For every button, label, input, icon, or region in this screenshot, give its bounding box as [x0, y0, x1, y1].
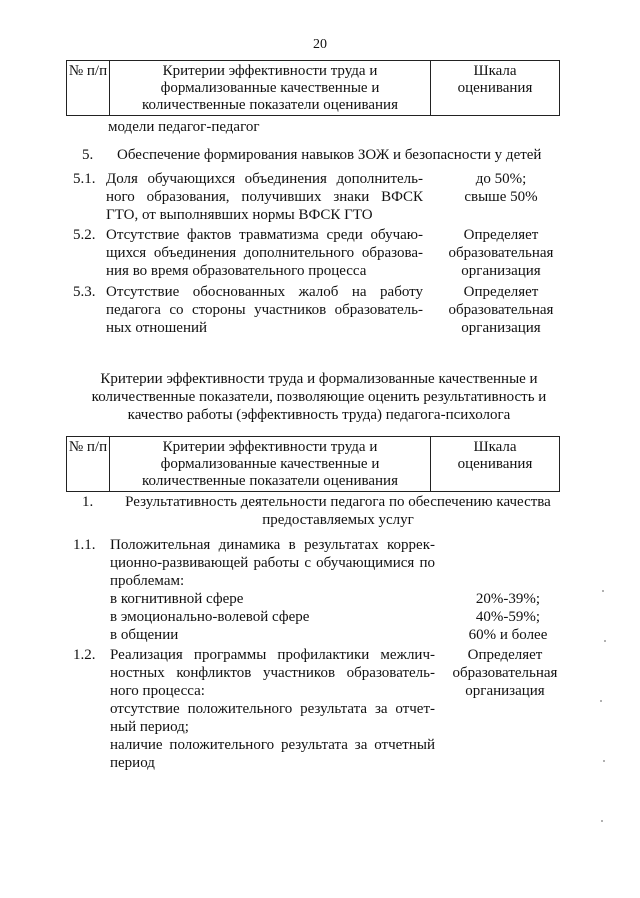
- table-header-1: [66, 60, 560, 116]
- scan-speck: [603, 760, 605, 762]
- scan-speck: [602, 590, 604, 592]
- header-scale: Шкала оценивания: [431, 61, 560, 116]
- table-header-2: [66, 436, 560, 492]
- item-1-2-num: 1.2.: [73, 647, 96, 663]
- header-2-scale: Шкала оценивания: [431, 437, 560, 492]
- item-5-2-scale: Определяет образовательная организация: [448, 227, 554, 279]
- item-5-3-num: 5.3.: [73, 284, 96, 300]
- item-5-2-text: Отсутствие фактов травматизма среди обучаю-щихся объединения дополнительного образова-ния во время образовательного процесса: [106, 227, 423, 279]
- item-5-2-num: 5.2.: [73, 227, 96, 243]
- item-1-1-scale-1: 20%-39%;: [475, 591, 541, 607]
- header-2-num: № п/п: [67, 437, 110, 492]
- item-1-2-sub-1: отсутствие положительного результата за отчет-ный период;: [110, 701, 435, 735]
- scan-speck: [601, 820, 603, 822]
- item-1-1-sub-1: в когнитивной сфере: [110, 591, 244, 607]
- item-5-1-num: 5.1.: [73, 171, 96, 187]
- section-2-heading: Критерии эффективности труда и формализованные качественные и количественные показатели, позволяющие оценить результативность и качество работы (эффективность труда) педагога-психолога: [91, 371, 547, 423]
- item-5-3-text: Отсутствие обоснованных жалоб на работу педагога со стороны участников образователь-ных отношений: [106, 284, 423, 336]
- item-1-2-text: Реализация программы профилактики межлич-ностных конфликтов участников образователь-ного процесса:: [110, 647, 435, 699]
- item-1-1-num: 1.1.: [73, 537, 96, 553]
- header-num: № п/п: [67, 61, 110, 116]
- scan-speck: [600, 700, 602, 702]
- continued-line: модели педагог-педагог: [108, 119, 260, 135]
- item-5-1-scale-1: до 50%;: [475, 171, 527, 187]
- item-1-text: Результативность деятельности педагога по обеспечению качества предоставляемых услуг: [125, 494, 551, 528]
- item-1-2-sub-2: наличие положительного результата за отчетный период: [110, 737, 435, 771]
- item-1-1-sub-3: в общении: [110, 627, 179, 643]
- scan-speck: [604, 640, 606, 642]
- item-1-2-scale: Определяет образовательная организация: [452, 647, 558, 699]
- item-5-1-text: Доля обучающихся объединения дополнитель-ного образования, получивших знаки ВФСК ГТО, от выполнявших нормы ВФСК ГТО: [106, 171, 423, 223]
- item-1-1-scale-2: 40%-59%;: [475, 609, 541, 625]
- item-1-1-scale-3: 60% и более: [468, 627, 548, 643]
- item-1-num: 1.: [82, 494, 94, 510]
- item-1-1-text: Положительная динамика в результатах коррек-ционно-развивающей работы с обучающимися по проблемам:: [110, 537, 435, 589]
- header-2-criteria: Критерии эффективности труда и формализованные качественные и количественные показатели оценивания: [110, 437, 431, 492]
- item-5-1-scale-2: свыше 50%: [464, 189, 538, 205]
- item-5-text: Обеспечение формирования навыков ЗОЖ и безопасности у детей: [117, 147, 542, 163]
- header-criteria: Критерии эффективности труда и формализованные качественные и количественные показатели оценивания: [110, 61, 431, 116]
- item-5-num: 5.: [82, 147, 94, 163]
- item-5-3-scale: Определяет образовательная организация: [448, 284, 554, 336]
- page-number: 20: [313, 37, 327, 52]
- item-1-1-sub-2: в эмоционально-волевой сфере: [110, 609, 310, 625]
